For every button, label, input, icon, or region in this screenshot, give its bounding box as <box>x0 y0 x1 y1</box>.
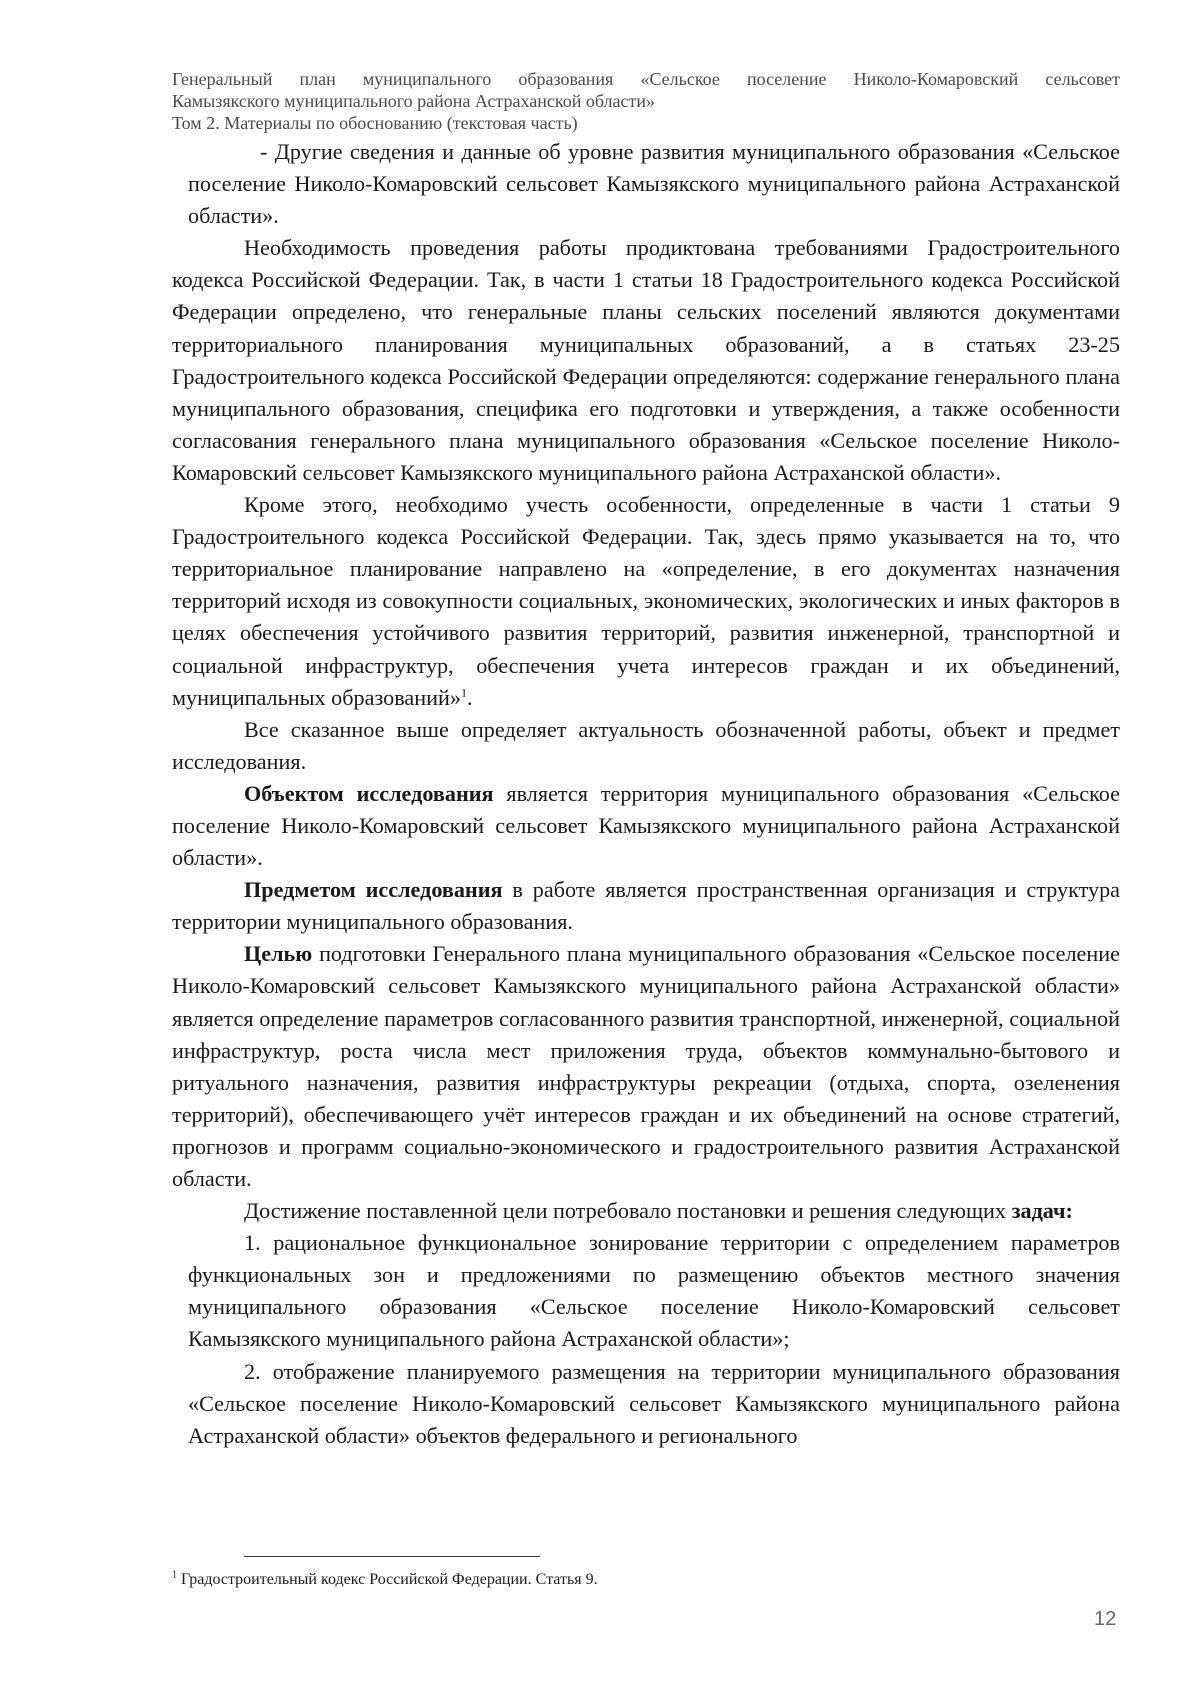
task-item-1: 1. рациональное функциональное зонирование территории с определением параметров функциональных зон и предложениями по размещению объектов местного значения муниципального образования «Сельское поселение Николо-Комаровский сельсовет Камызякского муниципального района Астраханской области»; <box>188 1230 1120 1352</box>
paragraph-tasks-intro <box>172 1195 1120 1227</box>
subject-label: Предметом исследования <box>244 877 503 903</box>
paragraph-subject <box>172 874 1120 938</box>
running-header <box>172 68 1120 134</box>
paragraph-besides-text: Кроме этого, необходимо учесть особенности, определенные в части 1 статьи 9 Градостроительного кодекса Российской Федерации. Так, здесь прямо указывается на то, что территориальное планирование направлено на «определение, в его документах назначения территорий исходя из совокупности социальных, экономических, экологических и иных факторов в целях обеспечения устойчивого развития территорий, развития инженерной, транспортной и социальной инфраструктур, обеспечения учета интересов граждан и их объединений, муниципальных образований» <box>172 492 1120 710</box>
body-text <box>172 136 1120 1452</box>
document-page <box>172 68 1120 1452</box>
goal-label: Целью <box>244 941 313 967</box>
paragraph-necessity: Необходимость проведения работы продиктована требованиями Градостроительного кодекса Российской Федерации. Так, в части 1 статьи 18 Градостроительного кодекса Российской Федерации определено, что генеральные планы сельских поселений являются документами территориального планирования муниципальных образований, а в статьях 23-25 Градостроительного кодекса Российской Федерации определяются: содержание генерального плана муниципального образования, специфика его подготовки и утверждения, а также особенности согласования генерального плана муниципального образования «Сельское поселение Николо-Комаровский сельсовет Камызякского муниципального района Астраханской области». <box>172 235 1120 485</box>
subject-text: в работе является пространственная организация и структура территории муниципального образования. <box>172 877 1121 935</box>
tasks-intro-text: Достижение поставленной цели потребовало постановки и решения следующих <box>244 1198 1012 1224</box>
paragraph-besides <box>172 489 1120 714</box>
header-line-3: Том 2. Материалы по обоснованию (текстовая часть) <box>172 113 578 133</box>
page-number: 12 <box>1094 1608 1117 1630</box>
header-line-1: Генеральный план муниципального образования «Сельское поселение Николо-Комаровский сельсовет <box>172 69 1120 89</box>
paragraph-besides-end: . <box>466 684 473 710</box>
footnote-marker: 1 <box>172 1569 177 1581</box>
paragraph-other-data: - Другие сведения и данные об уровне развития муниципального образования «Сельское поселение Николо-Комаровский сельсовет Камызякского муниципального района Астраханской области». <box>188 139 1120 229</box>
footnote-reference[interactable]: 1 <box>460 685 467 700</box>
goal-text: подготовки Генерального плана муниципального образования «Сельское поселение Николо-Комаровский сельсовет Камызякского муниципального района Астраханской области» является определение параметров согласованного развития транспортной, инженерной, социальной инфраструктур, роста числа мест приложения труда, объектов коммунально-бытового и ритуального назначения, развития инфраструктуры рекреации (отдыха, спорта, озеленения территорий), обеспечивающего учёт интересов граждан и их объединений на основе стратегий, прогнозов и программ социально-экономического и градостроительного развития Астраханской области. <box>172 941 1120 1191</box>
footnote-text: Градостроительный кодекс Российской Федерации. Статья 9. <box>177 1571 598 1588</box>
footnote-separator <box>244 1556 540 1557</box>
tasks-label: задач: <box>1011 1198 1073 1224</box>
task-item-2: 2. отображение планируемого размещения на территории муниципального образования «Сельское поселение Николо-Комаровский сельсовет Камызякского муниципального района Астраханской области» объектов федерального и регионального <box>188 1358 1120 1448</box>
object-label: Объектом исследования <box>244 780 494 806</box>
paragraph-all-said: Все сказанное выше определяет актуальность обозначенной работы, объект и предмет исследования. <box>172 716 1120 774</box>
object-text: является территория муниципального образования «Сельское поселение Николо-Комаровский сельсовет Камызякского муниципального района Астраханской области». <box>172 780 1121 871</box>
paragraph-object <box>172 778 1120 874</box>
paragraph-goal <box>172 938 1120 1195</box>
footnote <box>172 1570 598 1590</box>
header-line-2: Камызякского муниципального района Астраханской области» <box>172 91 656 111</box>
